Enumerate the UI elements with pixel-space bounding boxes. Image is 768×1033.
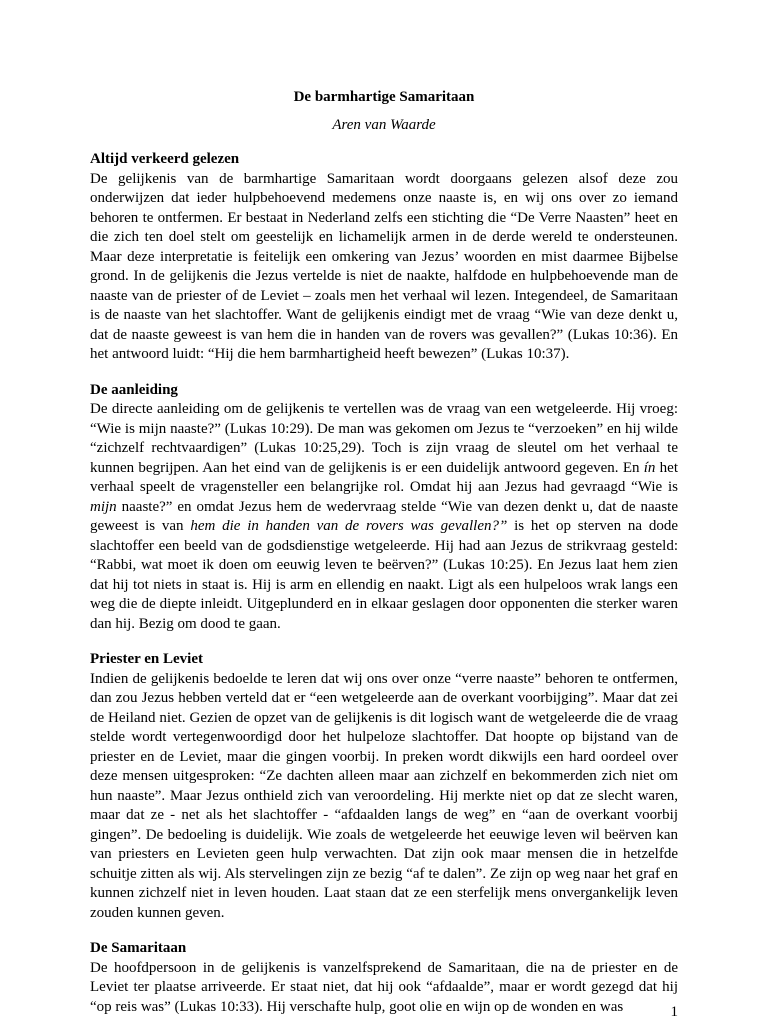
document-title: De barmhartige Samaritaan xyxy=(293,89,475,105)
section-paragraph xyxy=(90,670,678,924)
section-heading: De Samaritaan xyxy=(90,940,187,956)
paragraph-text: De hoofdpersoon in de gelijkenis is vanzelfsprekend de Samaritaan, die na de priester en de Leviet ter plaatse arriveerde. Er staat niet, dat hij ook “afdaalde”, maar er wordt gezegd dat hij “op reis was” (Lukas 10:33). Hij verschafte hulp, goot olie en wijn op de wonden en was xyxy=(90,959,678,1015)
section xyxy=(90,150,678,365)
section-paragraph xyxy=(90,170,678,365)
section xyxy=(90,939,678,1017)
document-page xyxy=(90,88,678,1033)
italic-text: ín xyxy=(643,459,656,476)
paragraph-text: De directe aanleiding om de gelijkenis te vertellen was de vraag van een wetgeleerde. Hij vroeg: “Wie is mijn naaste?” (Lukas 10:29). De man was gekomen om Jezus te “verzoeken” en hij wilde “zichzelf rechtvaardigen” (Lukas 10:25,29). Toch is zijn vraag de sleutel om het verhaal te kunnen begrijpen. Aan het eind van de gelijkenis is er een duidelijk antwoord gegeven. En xyxy=(90,401,678,476)
document-author: Aren van Waarde xyxy=(332,116,436,133)
paragraph-text: naaste?” en omdat Jezus hem de wedervraag stelde “Wie van dezen denkt u, dat de naaste geweest is van xyxy=(90,498,678,534)
section-paragraph xyxy=(90,400,678,634)
paragraph-text: is het op sterven na dode slachtoffer een beeld van de godsdienstige wetgeleerde. Hij had aan Jezus de strikvraag gesteld: “Rabbi, wat moet ik doen om eeuwig leven te beërven?” (Lukas 10:25). En Jezus laat hem zien dat hij tot niets in staat is. Hij is arm en ellendig en naakt. Ligt als een hulpeloos wrak langs een weg die de diepte inleidt. Uitgeplunderd en in elkaar geslagen door opponenten die sterker waren dan hij. Bezig om dood te gaan. xyxy=(90,518,678,632)
section-heading: De aanleiding xyxy=(90,381,178,398)
section xyxy=(90,650,678,923)
paragraph-text: De gelijkenis van de barmhartige Samaritaan wordt doorgaans gelezen alsof deze zou onderwijzen dat ieder hulpbehoevend medemens onze naaste is, en wij ons over zo iemand behoren te ontfermen. Er bestaat in Nederland zelfs een stichting die “De Verre Naasten” heet en die zich ten doel stelt om geestelijk en lichamelijk armen in de derde wereld te ondersteunen. Maar deze interpretatie is feitelijk een omkering van Jezus’ woorden en mist daarmee Bijbelse grond. In de gelijkenis die Jezus vertelde is niet de naakte, halfdode en hulpbehoevende man de naaste van de priester of de Leviet – zoals men het verhaal wil lezen. Integendeel, de Samaritaan is de naaste van het slachtoffer. Want de gelijkenis eindigt met de vraag “Wie van deze denkt u, dat de naaste geweest is van hem die in handen van de rovers was gevallen?” (Lukas 10:36). En het antwoord luidt: “Hij die hem barmhartigheid heeft bewezen” (Lukas 10:37). xyxy=(90,170,678,362)
section-paragraph xyxy=(90,959,678,1018)
italic-text: hem die in handen van de rovers was gevallen?” xyxy=(190,518,508,534)
paragraph-text: het verhaal speelt de vragensteller een belangrijke rol. Omdat hij aan Jezus had gevraagd “Wie is xyxy=(90,459,679,495)
section xyxy=(90,381,678,635)
section-heading: Altijd verkeerd gelezen xyxy=(90,151,240,167)
section-heading: Priester en Leviet xyxy=(90,651,204,667)
italic-text: mijn xyxy=(90,498,117,515)
document-body xyxy=(90,150,678,1017)
paragraph-text: Indien de gelijkenis bedoelde te leren dat wij ons over onze “verre naaste” behoren te ontfermen, dan zou Jezus hebben verteld dat er “een wetgeleerde aan de overkant voorbijging”. Maar dat zei de Heiland niet. Gezien de opzet van de gelijkenis is dit logisch want de wetgeleerde die de vraag stelde wordt vertegenwoordigd door het hulpeloze slachtoffer. Dat hoopte op bijstand van de priester en de Leviet, maar die gingen voorbij. In preken wordt dikwijls een hard oordeel over deze mensen uitgesproken: “Ze dachten alleen maar aan zichzelf en bekommerden zich niet om hun naaste”. Maar Jezus onthield zich van veroordeling. Hij merkte niet op dat ze slecht waren, maar dat ze - net als het slachtoffer - “afdaalden langs de weg” en “aan de overkant voorbij gingen”. De bedoeling is duidelijk. Wie zoals de wetgeleerde het eeuwige leven wil beërven kan van priesters en Levieten geen hulp verwachten. Dat zijn ook maar mensen die in hetzelfde schuitje zitten als wij. Als stervelingen zijn ze bezig “af te dalen”. Ze zijn op weg naar het graf en kunnen zichzelf niet in leven houden. Laat staan dat ze een sterfelijk mens onvergankelijk leven zouden kunnen geven. xyxy=(90,670,678,921)
page-number: 1 xyxy=(670,1004,678,1020)
